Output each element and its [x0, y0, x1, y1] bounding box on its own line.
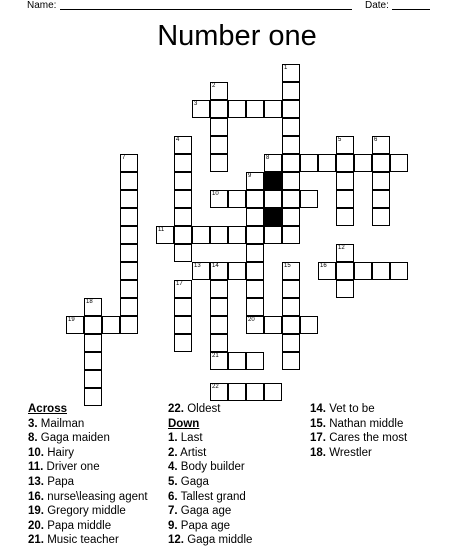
clue-number: 22: [212, 384, 219, 390]
clue-heading: Down: [168, 417, 200, 430]
crossword-cell[interactable]: [120, 226, 138, 244]
crossword-cell[interactable]: [210, 352, 228, 370]
clue-item-text: Cares the most: [326, 432, 408, 445]
clue-number: 8: [266, 155, 270, 161]
clue-number: 17: [176, 281, 183, 287]
clue-item-text: Gaga age: [177, 505, 232, 518]
clue-item: [168, 431, 252, 446]
clue-item-text: Nathan middle: [326, 417, 404, 430]
clue-number: 3: [194, 101, 198, 107]
crossword-cell[interactable]: [336, 244, 354, 262]
clue-item-text: Wrestler: [326, 446, 372, 459]
clue-item-text: Papa age: [177, 519, 231, 532]
crossword-cell[interactable]: [120, 298, 138, 316]
crossword-cell[interactable]: [282, 82, 300, 100]
crossword-cell[interactable]: [174, 316, 192, 334]
page-title: Number one: [157, 20, 317, 52]
clue-item: [28, 533, 148, 548]
crossword-cell[interactable]: [246, 226, 264, 244]
clue-item-number: 11.: [28, 461, 44, 474]
clue-number: 6: [374, 137, 378, 143]
crossword-cell[interactable]: [66, 316, 84, 334]
crossword-cell[interactable]: [102, 316, 120, 334]
clue-item-number: 5.: [168, 475, 178, 488]
crossword-cell[interactable]: [372, 190, 390, 208]
clue-item-text: Papa: [44, 475, 75, 488]
crossword-cell[interactable]: [174, 136, 192, 154]
crossword-cell[interactable]: [174, 226, 192, 244]
crossword-cell[interactable]: [210, 118, 228, 136]
clue-item-number: 9.: [168, 519, 178, 532]
crossword-cell[interactable]: [264, 190, 282, 208]
crossword-cell[interactable]: [336, 172, 354, 190]
clue-item-number: 19.: [28, 505, 44, 518]
clue-item: [28, 460, 148, 475]
crossword-cell[interactable]: [210, 383, 228, 401]
clue-item-number: 13.: [28, 475, 44, 488]
crossword-cell[interactable]: [264, 383, 282, 401]
clue-number: 2: [212, 83, 216, 89]
clue-item-text: Tallest grand: [177, 490, 246, 503]
clue-number: 9: [248, 173, 252, 179]
crossword-cell[interactable]: [282, 352, 300, 370]
clue-number: 11: [158, 227, 165, 233]
crossword-cell[interactable]: [210, 226, 228, 244]
clue-item: [310, 446, 407, 461]
crossword-cell[interactable]: [300, 190, 318, 208]
crossword-cell[interactable]: [174, 298, 192, 316]
crossword-cell[interactable]: [192, 262, 210, 280]
crossword-cell[interactable]: [282, 226, 300, 244]
clue-item-text: Oldest: [184, 403, 221, 415]
crossword-cell[interactable]: [174, 154, 192, 172]
clue-item-number: 3.: [28, 417, 38, 430]
clue-item-text: Last: [177, 432, 203, 445]
crossword-cell[interactable]: [336, 262, 354, 280]
clue-item: [28, 446, 148, 461]
crossword-cell[interactable]: [246, 100, 264, 118]
clues-column-right: [310, 402, 407, 460]
crossword-cell[interactable]: [372, 154, 390, 172]
clues-column-across: [28, 402, 148, 548]
crossword-cell[interactable]: [282, 154, 300, 172]
crossword-cell[interactable]: [210, 316, 228, 334]
crossword-cell[interactable]: [282, 262, 300, 280]
crossword-cell[interactable]: [192, 100, 210, 118]
crossword-cell[interactable]: [174, 208, 192, 226]
crossword-cell[interactable]: [336, 208, 354, 226]
clue-number: 15: [284, 263, 291, 269]
clue-item: [28, 417, 148, 432]
crossword-cell[interactable]: [354, 262, 372, 280]
crossword-cell[interactable]: [246, 352, 264, 370]
clue-item: [168, 475, 252, 490]
crossword-cell[interactable]: [210, 136, 228, 154]
crossword-cell[interactable]: [174, 172, 192, 190]
clue-item-text: Gaga middle: [184, 534, 253, 547]
clue-number: 7: [122, 155, 126, 161]
clue-item-number: 22.: [168, 403, 184, 415]
clue-number: 4: [176, 137, 180, 143]
crossword-cell[interactable]: [192, 226, 210, 244]
clue-item: [168, 402, 252, 417]
clue-item: [168, 533, 252, 548]
date-label: Date:: [365, 0, 389, 11]
clue-number: 16: [320, 263, 327, 269]
crossword-cell[interactable]: [264, 226, 282, 244]
crossword-cell[interactable]: [246, 172, 264, 190]
clue-item-number: 16.: [28, 490, 44, 503]
crossword-cell[interactable]: [318, 262, 336, 280]
crossword-cell[interactable]: [246, 383, 264, 401]
crossword-cell[interactable]: [246, 316, 264, 334]
clue-item: [168, 460, 252, 475]
clue-item-text: Music teacher: [44, 534, 119, 547]
crossword-cell[interactable]: [228, 262, 246, 280]
crossword-cell[interactable]: [210, 154, 228, 172]
clue-item-text: Body builder: [177, 461, 245, 474]
crossword-cell[interactable]: [282, 64, 300, 82]
crossword-cell[interactable]: [264, 154, 282, 172]
clue-item-number: 4.: [168, 461, 178, 474]
clue-item-number: 8.: [28, 432, 38, 445]
crossword-cell[interactable]: [120, 190, 138, 208]
crossword-cell[interactable]: [282, 118, 300, 136]
name-label: Name:: [27, 0, 57, 11]
clue-item: [310, 417, 407, 432]
crossword-cell[interactable]: [120, 208, 138, 226]
clue-item: [168, 446, 252, 461]
clue-item-text: Gaga: [177, 475, 209, 488]
clue-item-text: Vet to be: [326, 403, 375, 415]
crossword-cell[interactable]: [372, 208, 390, 226]
clue-item: [168, 504, 252, 519]
clue-number: 10: [212, 191, 219, 197]
clue-number: 14: [212, 263, 219, 269]
crossword-cell[interactable]: [84, 316, 102, 334]
clue-item-number: 12.: [168, 534, 184, 547]
crossword-cell[interactable]: [228, 226, 246, 244]
crossword-cell[interactable]: [246, 280, 264, 298]
clue-item-number: 15.: [310, 417, 326, 430]
clue-item-number: 2.: [168, 446, 178, 459]
clue-item-text: Hairy: [44, 446, 75, 459]
crossword-cell[interactable]: [336, 136, 354, 154]
clue-number: 1: [284, 65, 288, 71]
crossword-cell[interactable]: [210, 280, 228, 298]
clues-column-middle: [168, 402, 252, 548]
clue-item-number: 7.: [168, 505, 178, 518]
clue-item-number: 20.: [28, 519, 44, 532]
crossword-cell[interactable]: [282, 334, 300, 352]
crossword-cell[interactable]: [246, 244, 264, 262]
crossword-cell[interactable]: [228, 100, 246, 118]
crossword-cell[interactable]: [120, 154, 138, 172]
crossword-black-cell: [264, 208, 282, 226]
crossword-cell[interactable]: [282, 316, 300, 334]
crossword-cell[interactable]: [84, 298, 102, 316]
clue-item: [28, 490, 148, 505]
clue-item-number: 6.: [168, 490, 178, 503]
crossword-black-cell: [264, 172, 282, 190]
crossword-cell[interactable]: [210, 334, 228, 352]
crossword-cell[interactable]: [372, 136, 390, 154]
crossword-cell[interactable]: [282, 136, 300, 154]
crossword-cell[interactable]: [174, 190, 192, 208]
crossword-cell[interactable]: [120, 262, 138, 280]
clue-number: 12: [338, 245, 345, 251]
crossword-cell[interactable]: [228, 190, 246, 208]
crossword-cell[interactable]: [210, 262, 228, 280]
crossword-cell[interactable]: [372, 172, 390, 190]
crossword-cell[interactable]: [210, 100, 228, 118]
clue-item-number: 10.: [28, 446, 44, 459]
crossword-cell[interactable]: [246, 190, 264, 208]
clue-item: [310, 402, 407, 417]
crossword-cell[interactable]: [336, 190, 354, 208]
crossword-cell[interactable]: [174, 244, 192, 262]
clue-item: [168, 490, 252, 505]
clue-item: [168, 519, 252, 534]
clue-item-number: 14.: [310, 403, 326, 415]
crossword-cell[interactable]: [282, 208, 300, 226]
crossword-cell[interactable]: [282, 100, 300, 118]
crossword-cell[interactable]: [174, 280, 192, 298]
clue-item: [28, 519, 148, 534]
crossword-cell[interactable]: [300, 154, 318, 172]
clue-item-text: Mailman: [37, 417, 85, 430]
crossword-cell[interactable]: [282, 172, 300, 190]
crossword-cell[interactable]: [84, 352, 102, 370]
clue-item-number: 1.: [168, 432, 178, 445]
crossword-cell[interactable]: [210, 298, 228, 316]
crossword-cell[interactable]: [120, 172, 138, 190]
clue-item-text: Papa middle: [44, 519, 112, 532]
clue-number: 20: [248, 317, 255, 323]
crossword-cell[interactable]: [372, 262, 390, 280]
crossword-cell[interactable]: [264, 100, 282, 118]
crossword-cell[interactable]: [282, 190, 300, 208]
clue-item: [28, 431, 148, 446]
clue-item-text: Driver one: [43, 461, 100, 474]
crossword-cell[interactable]: [174, 334, 192, 352]
crossword-cell[interactable]: [120, 244, 138, 262]
crossword-cell[interactable]: [264, 316, 282, 334]
clue-number: 19: [68, 317, 75, 323]
crossword-cell[interactable]: [354, 154, 372, 172]
clue-item-number: 21.: [28, 534, 44, 547]
clue-item-text: Gaga maiden: [37, 432, 110, 445]
crossword-cell[interactable]: [156, 226, 174, 244]
clue-item: [310, 431, 407, 446]
crossword-cell[interactable]: [246, 208, 264, 226]
crossword-cell[interactable]: [246, 298, 264, 316]
clue-item: [28, 504, 148, 519]
crossword-cell[interactable]: [84, 334, 102, 352]
clue-heading: Across: [28, 403, 67, 415]
clue-number: 18: [86, 299, 93, 305]
crossword-cell[interactable]: [210, 82, 228, 100]
crossword-cell[interactable]: [228, 352, 246, 370]
clue-item-text: nurse\leasing agent: [44, 490, 148, 503]
clue-item: [28, 475, 148, 490]
crossword-cell[interactable]: [120, 280, 138, 298]
crossword-cell[interactable]: [318, 154, 336, 172]
crossword-cell[interactable]: [282, 280, 300, 298]
crossword-cell[interactable]: [282, 298, 300, 316]
clue-item-number: 18.: [310, 446, 326, 459]
clue-number: 13: [194, 263, 201, 269]
crossword-cell[interactable]: [336, 154, 354, 172]
crossword-cell[interactable]: [390, 262, 408, 280]
crossword-cell[interactable]: [84, 370, 102, 388]
clue-number: 5: [338, 137, 342, 143]
crossword-cell[interactable]: [300, 316, 318, 334]
clue-item-text: Artist: [177, 446, 207, 459]
crossword-cell[interactable]: [120, 316, 138, 334]
crossword-cell[interactable]: [336, 280, 354, 298]
crossword-cell[interactable]: [210, 190, 228, 208]
crossword-cell[interactable]: [246, 262, 264, 280]
clue-item-number: 17.: [310, 432, 326, 445]
crossword-cell[interactable]: [390, 154, 408, 172]
crossword-cell[interactable]: [228, 383, 246, 401]
clue-number: 21: [212, 353, 219, 359]
clue-item-text: Gregory middle: [44, 505, 126, 518]
